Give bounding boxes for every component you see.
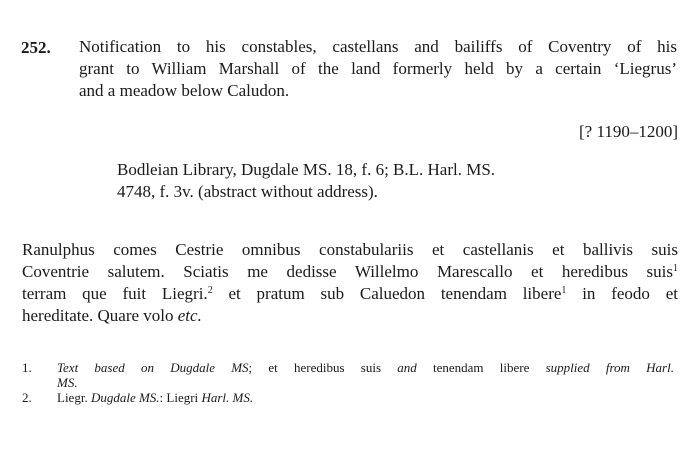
source-line: Bodleian Library, Dugdale MS. 18, f. 6; B.L. Harl. MS. <box>117 160 496 179</box>
text-line <box>22 261 678 283</box>
footnote-text: ; et heredibus suis <box>248 360 398 375</box>
footnote-marker: 1. <box>22 360 32 375</box>
text-line <box>22 283 678 305</box>
heading-line: and a meadow below Caludon. <box>79 81 290 100</box>
text-segment: terram que fuit Liegri. <box>22 284 208 303</box>
footnote-text: : Liegri <box>159 390 202 405</box>
footnote-line <box>57 360 674 375</box>
text-line <box>22 305 678 327</box>
text-line: Ranulphus comes Cestrie omnibus constabulariis et castellanis et ballivis suis <box>22 240 678 259</box>
footnote-ref: 1 <box>561 285 567 296</box>
text-segment: et pratum sub Caluedon tenendam libere <box>212 284 562 303</box>
charter-text <box>22 239 678 327</box>
manuscript-sources <box>117 159 587 203</box>
heading-line: grant to William Marshall of the land formerly held by a certain ‘Liegrus’ <box>79 59 677 78</box>
footnote-italic: and <box>397 360 417 375</box>
entry-heading <box>79 36 677 102</box>
heading-line: Notification to his constables, castellans and bailiffs of Coventry of his <box>79 37 677 56</box>
footnote-text: . <box>84 390 91 405</box>
footnote-2 <box>57 390 253 405</box>
footnote-italic: Harl. MS. <box>201 390 254 405</box>
footnote-text: tenendam libere <box>416 360 546 375</box>
footnote-ref: 1 <box>673 263 678 274</box>
text-segment-italic: etc. <box>177 306 202 325</box>
entry-number: 252. <box>21 38 51 57</box>
footnote-marker: 2. <box>22 390 32 405</box>
footnote-italic: supplied from Harl. <box>545 360 674 375</box>
footnote-ref: 2 <box>207 285 213 296</box>
text-segment: Coventrie salutem. Sciatis me dedisse Willelmo Marescallo et heredibus suis <box>22 262 673 281</box>
footnote-italic: MS. <box>57 375 78 390</box>
text-segment: in feodo et <box>566 284 678 303</box>
source-line: 4748, f. 3v. (abstract without address). <box>117 182 378 201</box>
footnote-line <box>57 375 674 390</box>
text-segment: hereditate. Quare volo <box>22 306 178 325</box>
entry-date: [? 1190–1200] <box>579 122 678 141</box>
footnote-italic: Dugdale MS. <box>90 390 160 405</box>
footnote-text: Liegr <box>57 390 85 405</box>
footnote-1 <box>57 360 674 390</box>
footnote-italic: Text based on Dugdale MS <box>57 360 249 375</box>
